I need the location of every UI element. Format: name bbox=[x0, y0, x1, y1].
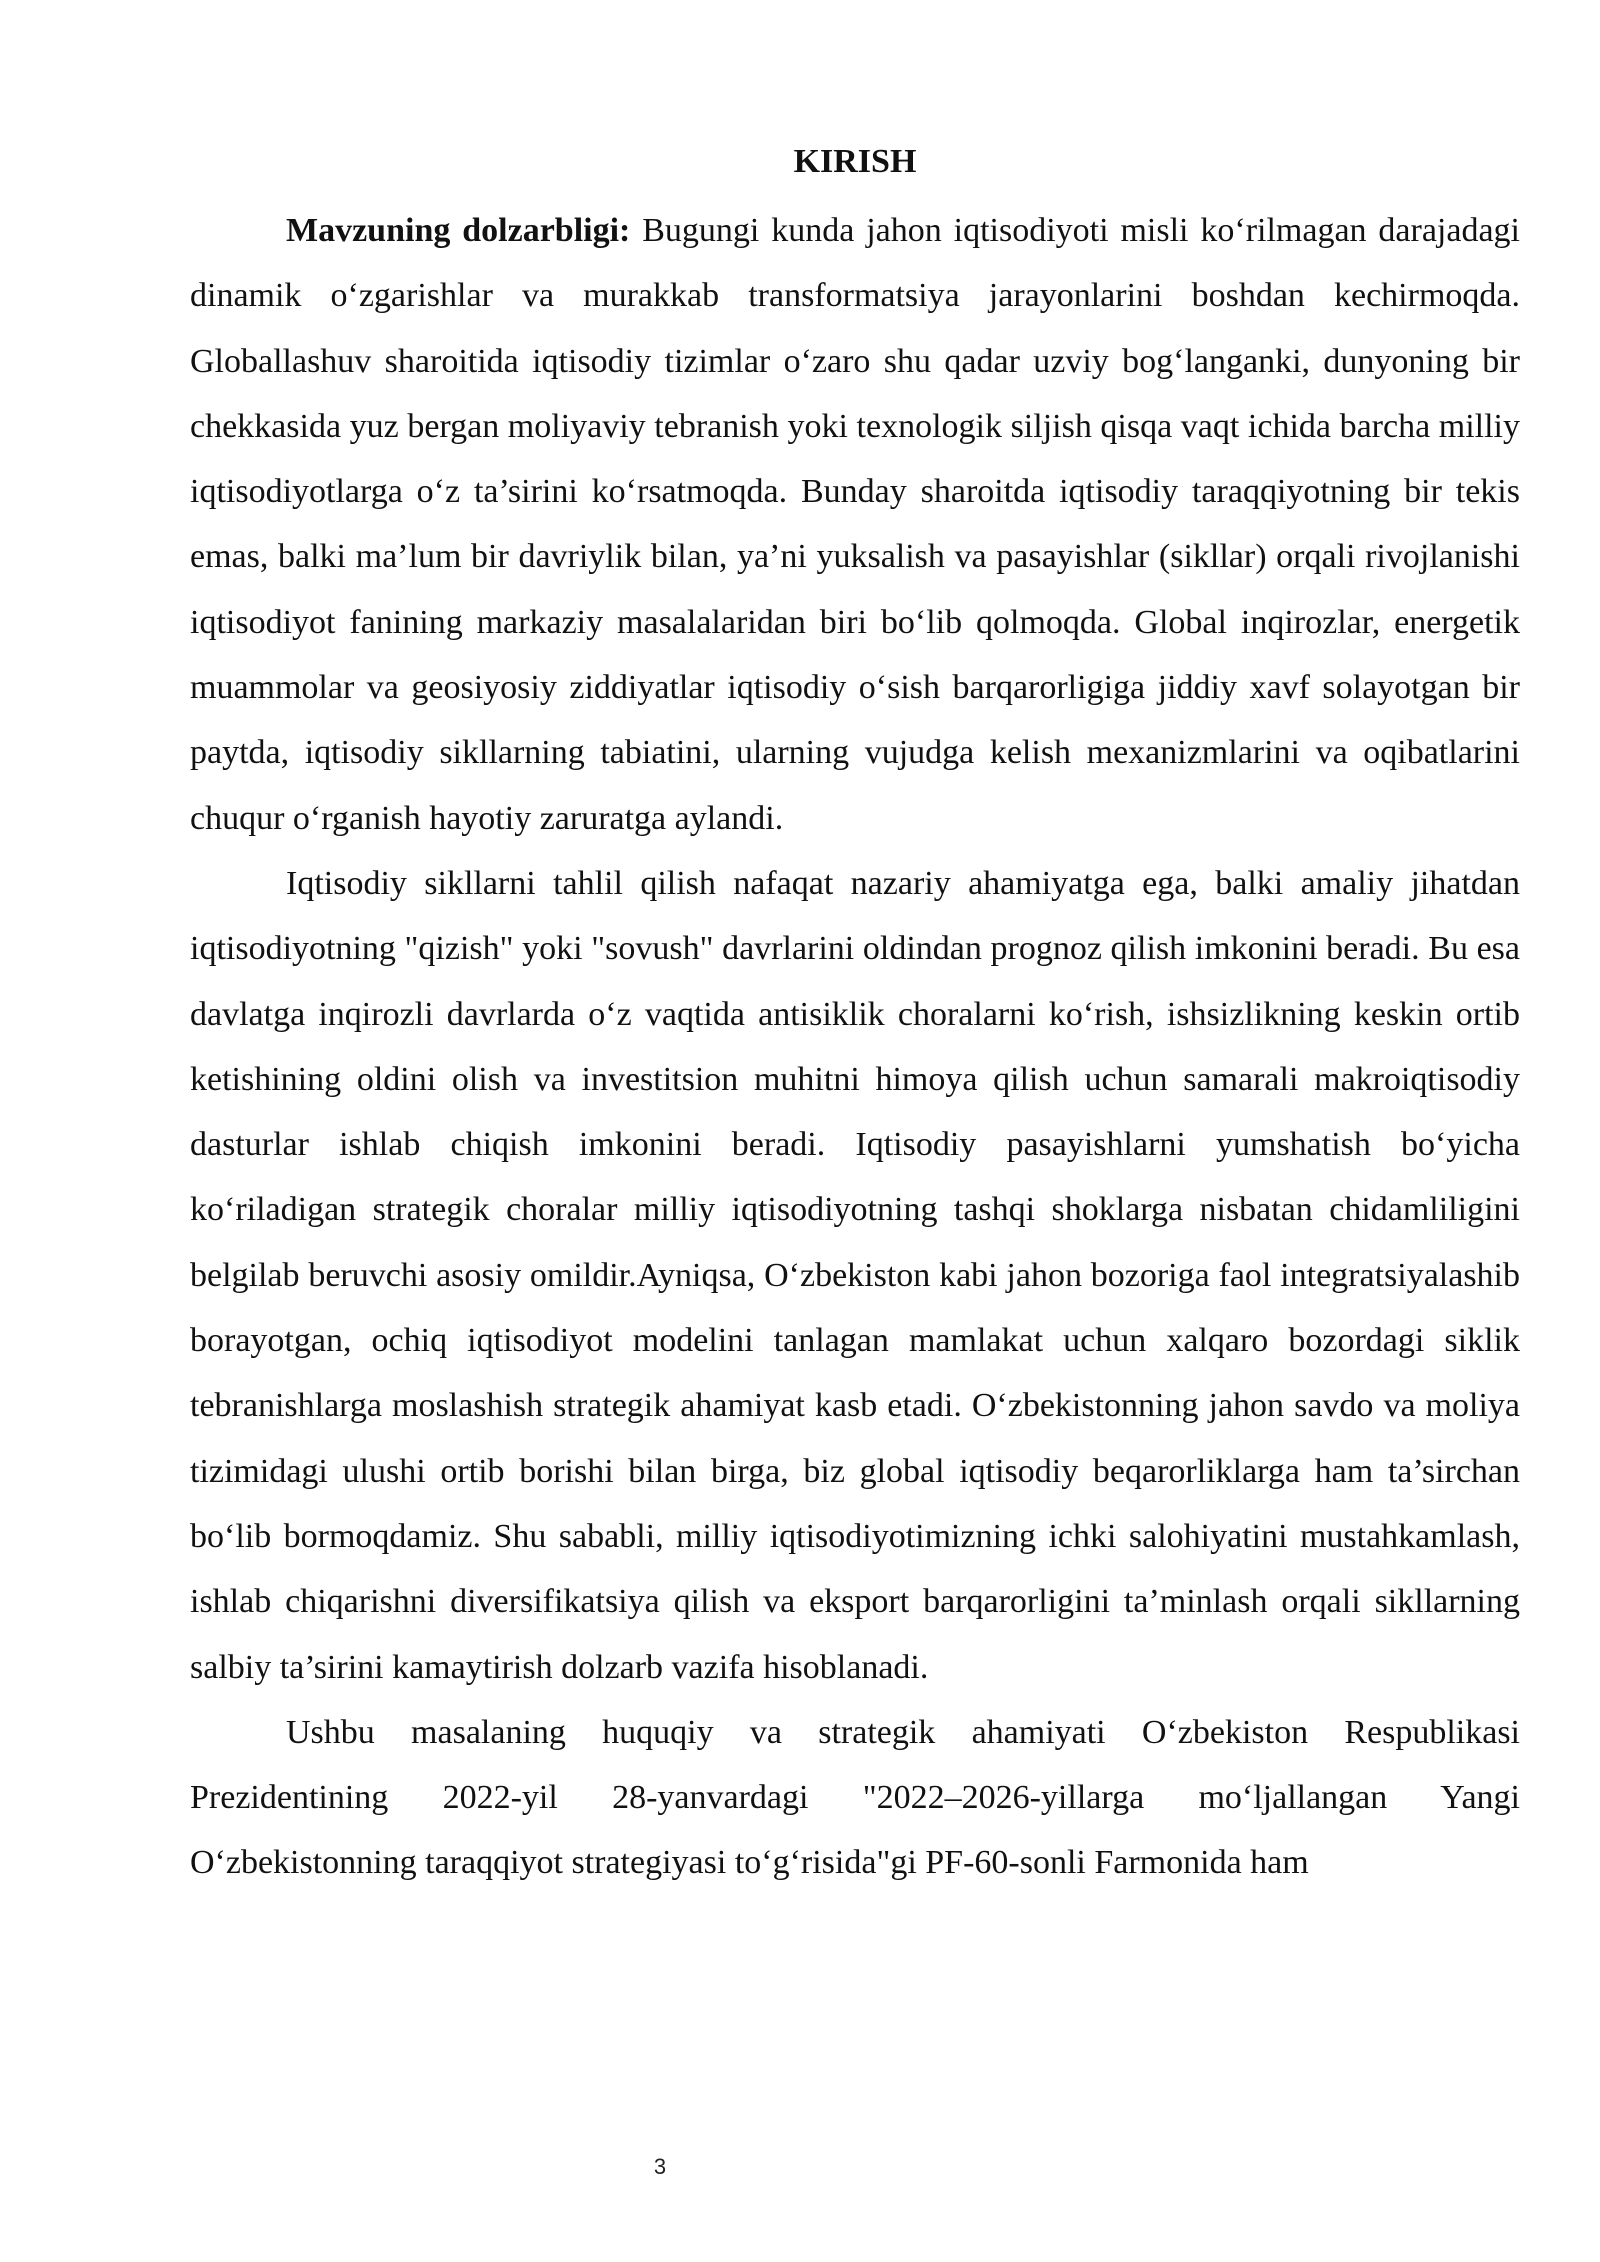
paragraph-3 bbox=[190, 1700, 1520, 1896]
paragraph-text: Bugungi kunda jahon iqtisodiyoti misli ko‘rilmagan darajadagi dinamik o‘zgarishlar va murakkab transformatsiya jarayonlarini boshdan kechirmoqda. Globallashuv sharoitida iqtisodiy tizimlar o‘zaro shu qadar uzviy bog‘langanki, dunyoning bir chekkasida yuz bergan moliyaviy tebranish yoki texnologik siljish qisqa vaqt ichida barcha milliy iqtisodiyotlarga o‘z ta’sirini ko‘rsatmoqda. Bunday sharoitda iqtisodiy taraqqiyotning bir tekis emas, balki ma’lum bir davriylik bilan, ya’ni yuksalish va pasayishlar (sikllar) orqali rivojlanishi iqtisodiyot fanining markaziy masalalaridan biri bo‘lib qolmoqda. Global inqirozlar, energetik muammolar va geosiyosiy ziddiyatlar iqtisodiy o‘sish barqarorligiga jiddiy xavf solayotgan bir paytda, iqtisodiy sikllarning tabiatini, ularning vujudga kelish mexanizmlarini va oqibatlarini chuqur o‘rganish hayotiy zaruratga aylandi. bbox=[190, 212, 1521, 837]
page-number: 3 bbox=[653, 2154, 667, 2179]
page-title: KIRISH bbox=[793, 143, 917, 180]
paragraph-1 bbox=[190, 198, 1520, 851]
body-text bbox=[190, 198, 1520, 1896]
paragraph-lead: Mavzuning dolzarbligi: bbox=[286, 212, 631, 249]
paragraph-text: Iqtisodiy sikllarni tahlil qilish nafaqat nazariy ahamiyatga ega, balki amaliy jihatdan iqtisodiyotning "qizish" yoki "sovush" davrlarini oldindan prognoz qilish imkonini beradi. Bu esa davlatga inqirozli davrlarda o‘z vaqtida antisiklik choralarni ko‘rish, ishsizlikning keskin ortib ketishining oldini olish va investitsion muhitni himoya qilish uchun samarali makroiqtisodiy dasturlar ishlab chiqish imkonini beradi. Iqtisodiy pasayishlarni yumshatish bo‘yicha ko‘riladigan strategik choralar milliy iqtisodiyotning tashqi shoklarga nisbatan chidamliligini belgilab beruvchi asosiy omildir.Ayniqsa, O‘zbekiston kabi jahon bozoriga faol integratsiyalashib borayotgan, ochiq iqtisodiyot modelini tanlagan mamlakat uchun xalqaro bozordagi siklik tebranishlarga moslashish strategik ahamiyat kasb etadi. O‘zbekistonning jahon savdo va moliya tizimidagi ulushi ortib borishi bilan birga, biz global iqtisodiy beqarorliklarga ham ta’sirchan bo‘lib bormoqdamiz. Shu sababli, milliy iqtisodiyotimizning ichki salohiyatini mustahkamlash, ishlab chiqarishni diversifikatsiya qilish va eksport barqarorligini ta’minlash orqali sikllarning salbiy ta’sirini kamaytirish dolzarb vazifa hisoblanadi. bbox=[190, 864, 1520, 1686]
paragraph-text: Ushbu masalaning huquqiy va strategik ahamiyati O‘zbekiston Respublikasi Prezidentining 2022-yil 28-yanvardagi "2022–2026-yillarga mo‘ljallangan Yangi O‘zbekistonning taraqqiyot strategiyasi to‘g‘risida"gi PF-60-sonli Farmonida ham bbox=[190, 1713, 1520, 1882]
paragraph-2 bbox=[190, 851, 1520, 1700]
